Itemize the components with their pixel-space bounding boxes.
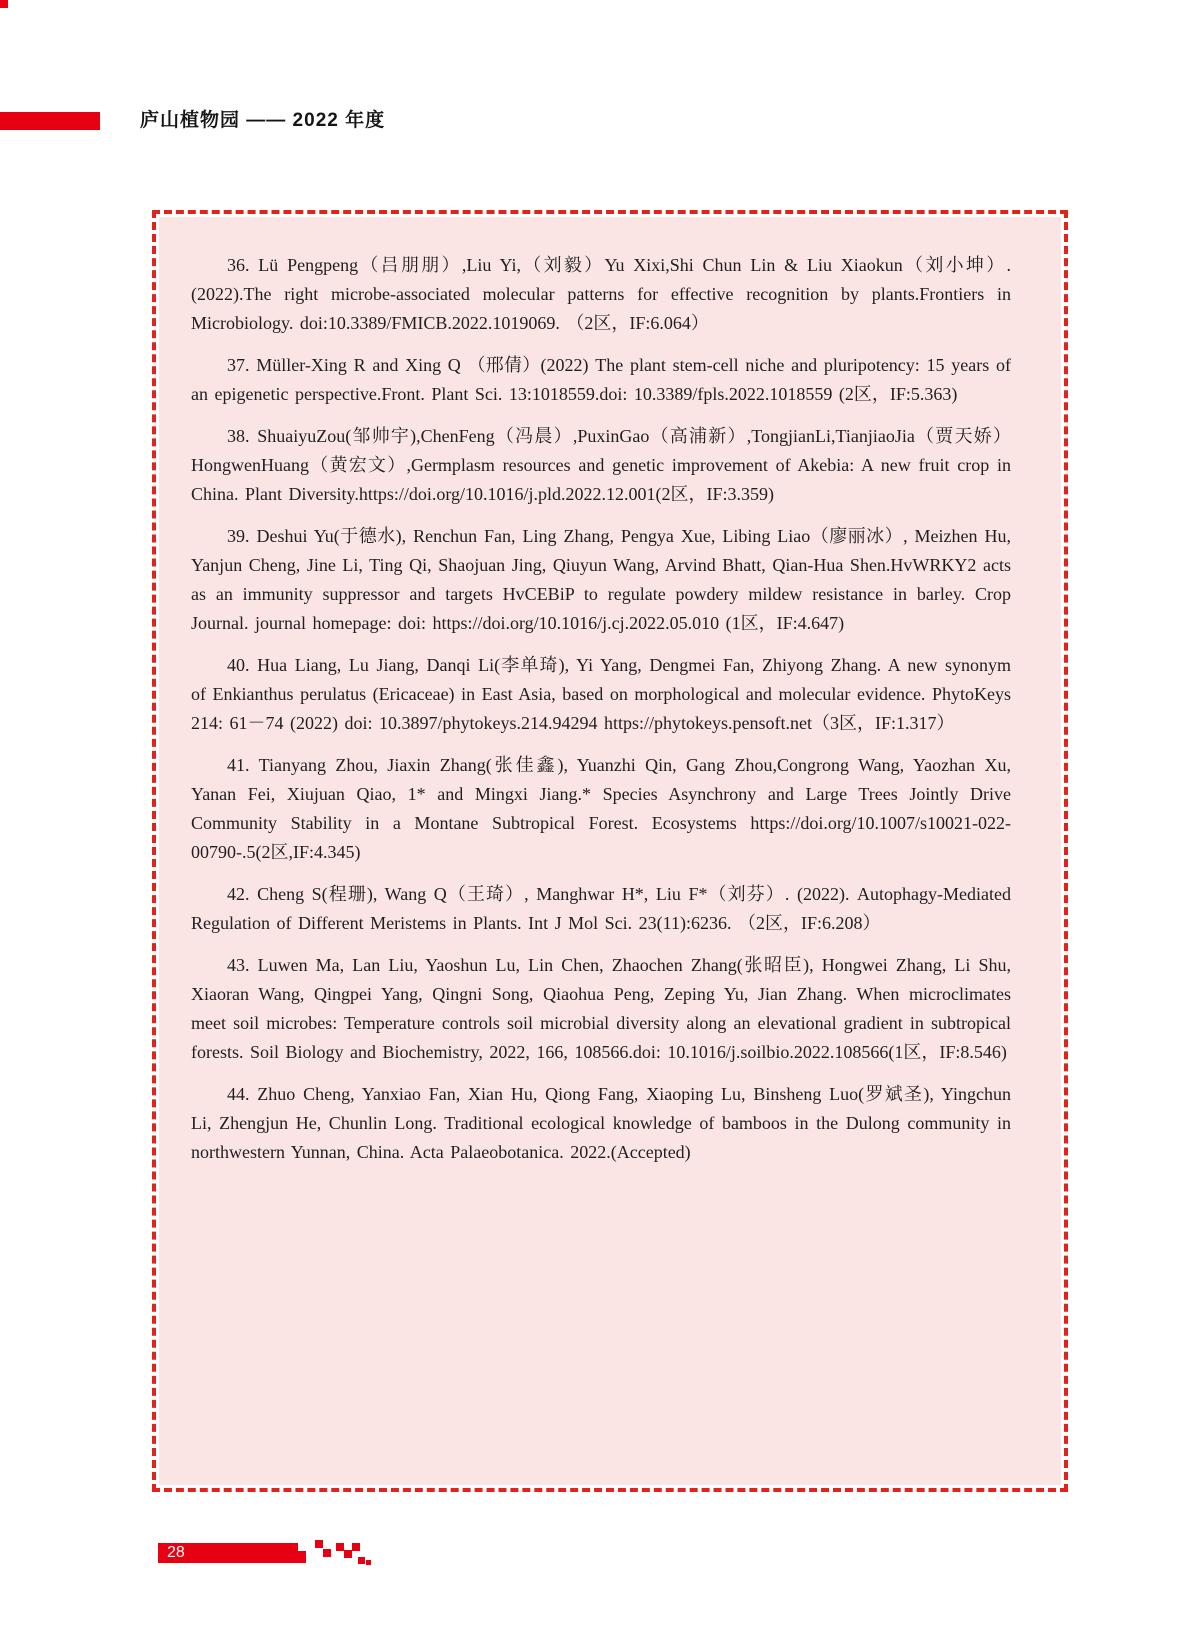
publication-item-39: 39. Deshui Yu(于德水), Renchun Fan, Ling Zhang, Pengya Xue, Libing Liao（廖丽冰）, Meizhen Hu, Yanjun Cheng, Jine Li, Ting Qi, Shaojuan Jing, Qiuyun Wang, Arvind Bhatt, Qian-Hua Shen.HvWRKY2 acts as an immunity suppressor and targets HvCEBiP to regulate powdery mildew resistance in barley. Crop Journal. journal homepage: doi: https://doi.org/10.1016/j.cj.2022.05.010 (1区，IF:4.647) — [191, 526, 1011, 633]
pixel-square — [366, 1560, 371, 1565]
page-number: 28 — [167, 1544, 185, 1561]
publication-item-44: 44. Zhuo Cheng, Yanxiao Fan, Xian Hu, Qiong Fang, Xiaoping Lu, Binsheng Luo(罗斌圣), Yingchun Li, Zhengjun He, Chunlin Long. Traditional ecological knowledge of bamboos in the Dulong community in northwestern Yunnan, China. Acta Palaeobotanica. 2022.(Accepted) — [191, 1084, 1011, 1162]
pixel-square — [344, 1550, 352, 1558]
publication-item-36: 36. Lü Pengpeng（吕朋朋）,Liu Yi,（刘毅）Yu Xixi,Shi Chun Lin & Liu Xiaokun（刘小坤）.(2022).The right microbe-associated molecular patterns for effective recognition by plants.Frontiers in Microbiology. doi:10.3389/FMICB.2022.1019069. （2区，IF:6.064） — [191, 255, 1011, 333]
publication-item-37: 37. Müller-Xing R and Xing Q （邢倩）(2022) The plant stem-cell niche and pluripotency: 15 years of an epigenetic perspective.Front. Plant Sci. 13:1018559.doi: 10.3389/fpls.2022.1018559 (2区，IF:5.363) — [191, 355, 1011, 404]
pixel-square — [315, 1540, 323, 1548]
pixel-square — [298, 1543, 306, 1551]
publications-box-inner — [159, 217, 1061, 1485]
pixel-square — [352, 1543, 360, 1551]
pixel-square — [358, 1557, 365, 1564]
publications-box — [152, 210, 1068, 1492]
header-accent-bar — [0, 112, 100, 130]
pixel-square — [323, 1549, 331, 1557]
pixel-square — [336, 1543, 344, 1551]
pixel-square — [0, 0, 8, 8]
publication-item-43: 43. Luwen Ma, Lan Liu, Yaoshun Lu, Lin Chen, Zhaochen Zhang(张昭臣), Hongwei Zhang, Li Shu, Xiaoran Wang, Qingpei Yang, Qingni Song, Qiaohua Peng, Zeping Yu, Jian Zhang. When microclimates meet soil microbes: Temperature controls soil microbial diversity along an elevational gradient in subtropical forests. Soil Biology and Biochemistry, 2022, 166, 108566.doi: 10.1016/j.soilbio.2022.108566(1区，IF:8.546) — [191, 955, 1011, 1062]
publication-item-40: 40. Hua Liang, Lu Jiang, Danqi Li(李单琦), Yi Yang, Dengmei Fan, Zhiyong Zhang. A new synonym of Enkianthus perulatus (Ericaceae) in East Asia, based on morphological and molecular evidence. PhytoKeys 214: 61－74 (2022) doi: 10.3897/phytokeys.214.94294 https://phytokeys.pensoft.net（3区，IF:1.317） — [191, 655, 1011, 733]
publication-item-41: 41. Tianyang Zhou, Jiaxin Zhang(张佳鑫), Yuanzhi Qin, Gang Zhou,Congrong Wang, Yaozhan Xu, Yanan Fei, Xiujuan Qiao, 1* and Mingxi Jiang.* Species Asynchrony and Large Trees Jointly Drive Community Stability in a Montane Subtropical Forest. Ecosystems https://doi.org/10.1007/s10021-022-00790-.5(2区,IF:4.345) — [191, 755, 1011, 862]
publication-item-38: 38. ShuaiyuZou(邹帅宇),ChenFeng（冯晨）,PuxinGao（高浦新）,TongjianLi,TianjiaoJia（贾天娇）HongwenHuang（黄宏文）,Germplasm resources and genetic improvement of Akebia: A new fruit crop in China. Plant Diversity.https://doi.org/10.1016/j.pld.2022.12.001(2区，IF:3.359) — [191, 426, 1011, 504]
publication-item-42: 42. Cheng S(程珊), Wang Q（王琦）, Manghwar H*, Liu F*（刘芬）. (2022). Autophagy-Mediated Regulation of Different Meristems in Plants. Int J Mol Sci. 23(11):6236. （2区，IF:6.208） — [191, 884, 1011, 933]
page-header-title: 庐山植物园 —— 2022 年度 — [140, 110, 386, 131]
